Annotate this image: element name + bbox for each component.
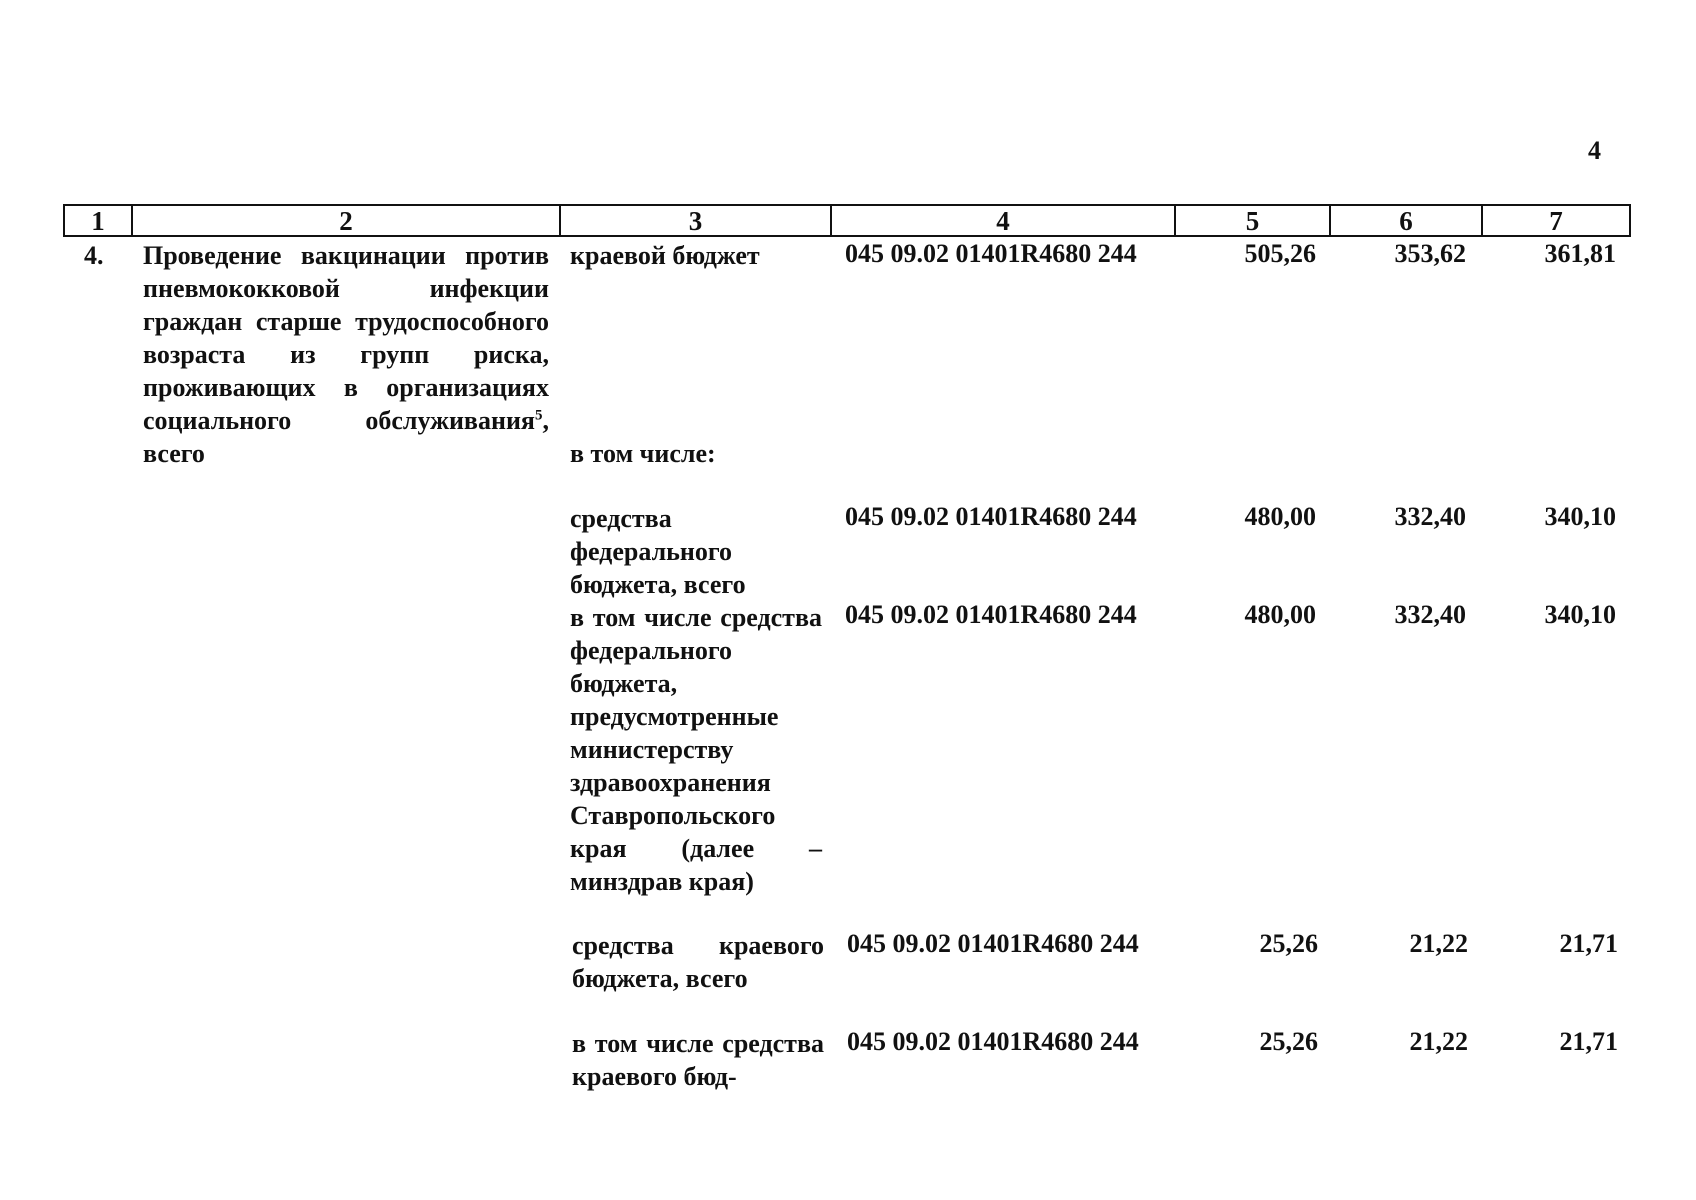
header-col-5: 5 — [1174, 204, 1331, 237]
item-value-7: 361,81 — [1544, 239, 1616, 268]
item-source: в том числе средства краевого бюд- — [572, 1029, 824, 1091]
header-col-6: 6 — [1329, 204, 1483, 237]
header-col-7: 7 — [1481, 204, 1631, 237]
item-value-5: 480,00 — [1244, 502, 1316, 531]
page-number: 4 — [1588, 136, 1601, 165]
item-value-6: 21,22 — [1409, 929, 1468, 958]
item-value-5: 505,26 — [1244, 239, 1316, 268]
item-code: 045 09.02 01401R4680 244 — [847, 1027, 1139, 1056]
header-col-3: 3 — [559, 204, 832, 237]
item-source: краевой бюджет — [570, 241, 760, 270]
item-source: средства федерального бюджета, всего — [570, 504, 746, 599]
row-number: 4. — [84, 241, 104, 270]
row-name-text: Проведение вакцинации против пневмококковой инфекции граждан старше трудоспособного возраста из групп риска, проживающих в организациях социального обслуживания — [143, 241, 549, 435]
item-value-5: 25,26 — [1259, 929, 1318, 958]
header-col-2: 2 — [131, 204, 561, 237]
item-value-5: 25,26 — [1259, 1027, 1318, 1056]
item-source: в том числе: — [570, 439, 716, 468]
item-value-6: 21,22 — [1409, 1027, 1468, 1056]
item-code: 045 09.02 01401R4680 244 — [845, 502, 1137, 531]
header-col-4: 4 — [830, 204, 1176, 237]
item-code: 045 09.02 01401R4680 244 — [847, 929, 1139, 958]
item-value-7: 340,10 — [1544, 502, 1616, 531]
item-value-7: 340,10 — [1544, 600, 1616, 629]
row-name-suffix: , всего — [143, 406, 549, 468]
item-value-7: 21,71 — [1559, 1027, 1618, 1056]
item-value-6: 332,40 — [1394, 600, 1466, 629]
item-value-5: 480,00 — [1244, 600, 1316, 629]
item-source: в том числе средства федерального бюджета, предусмотренные министерству здравоохранения Ставропольского края (далее – минздрав края) — [570, 603, 822, 896]
item-code: 045 09.02 01401R4680 244 — [845, 600, 1137, 629]
header-col-1: 1 — [63, 204, 133, 237]
item-source: средства краевого бюджета, всего — [572, 931, 824, 993]
row-name — [143, 239, 549, 470]
item-value-7: 21,71 — [1559, 929, 1618, 958]
item-value-6: 353,62 — [1394, 239, 1466, 268]
row-name-footnote: 5 — [535, 407, 543, 424]
item-value-6: 332,40 — [1394, 502, 1466, 531]
item-code: 045 09.02 01401R4680 244 — [845, 239, 1137, 268]
